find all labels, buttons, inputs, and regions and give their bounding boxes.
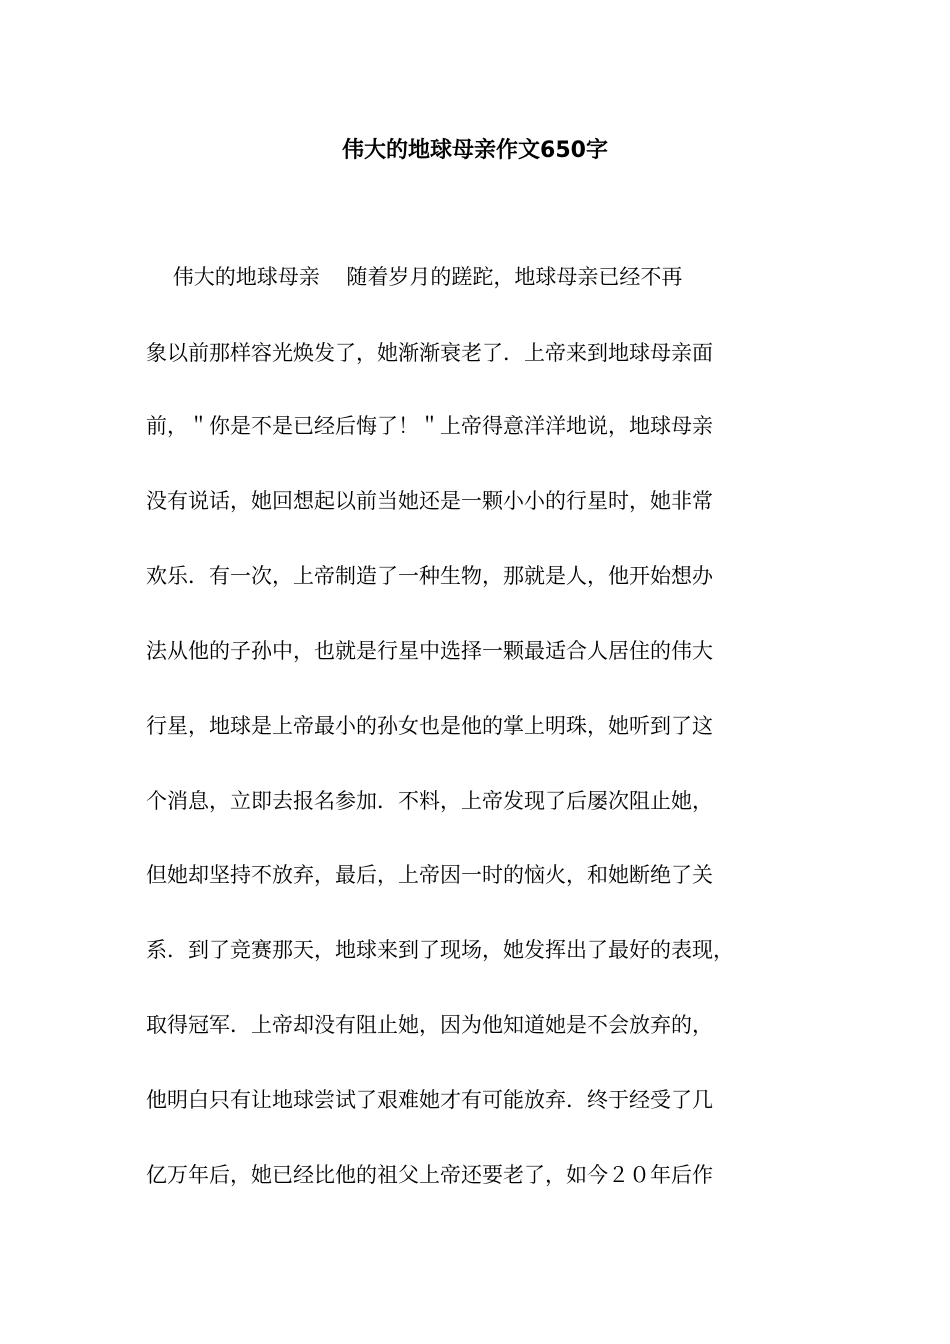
body-line: 他明白只有让地球尝试了艰难她才有可能放弃．终于经受了几 <box>146 1088 713 1112</box>
body-line: 系．到了竞赛那天，地球来到了现场，她发挥出了最好的表现， <box>146 938 734 962</box>
body-line: 亿万年后，她已经比他的祖父上帝还要老了，如今２０年后作 <box>146 1163 713 1187</box>
document-title: 伟大的地球母亲作文650字 <box>342 138 608 163</box>
body-line: 前，＂你是不是已经后悔了！＂上帝得意洋洋地说，地球母亲 <box>146 414 713 438</box>
body-line: 但她却坚持不放弃，最后，上帝因一时的恼火，和她断绝了关 <box>146 863 713 887</box>
body-line: 取得冠军．上帝却没有阻止她，因为他知道她是不会放弃的， <box>146 1013 713 1037</box>
body-line: 法从他的子孙中，也就是行星中选择一颗最适合人居住的伟大 <box>146 639 713 663</box>
body-line: 欢乐．有一次，上帝制造了一种生物，那就是人，他开始想办 <box>146 564 713 588</box>
body-line: 伟大的地球母亲 随着岁月的蹉跎，地球母亲已经不再 <box>146 265 683 289</box>
body-line: 象以前那样容光焕发了，她渐渐衰老了．上帝来到地球母亲面 <box>146 341 713 365</box>
body-line: 行星，地球是上帝最小的孙女也是他的掌上明珠，她听到了这 <box>146 714 713 738</box>
body-line: 个消息，立即去报名参加．不料，上帝发现了后屡次阻止她， <box>146 789 713 813</box>
body-line: 没有说话，她回想起以前当她还是一颗小小的行星时，她非常 <box>146 489 713 513</box>
